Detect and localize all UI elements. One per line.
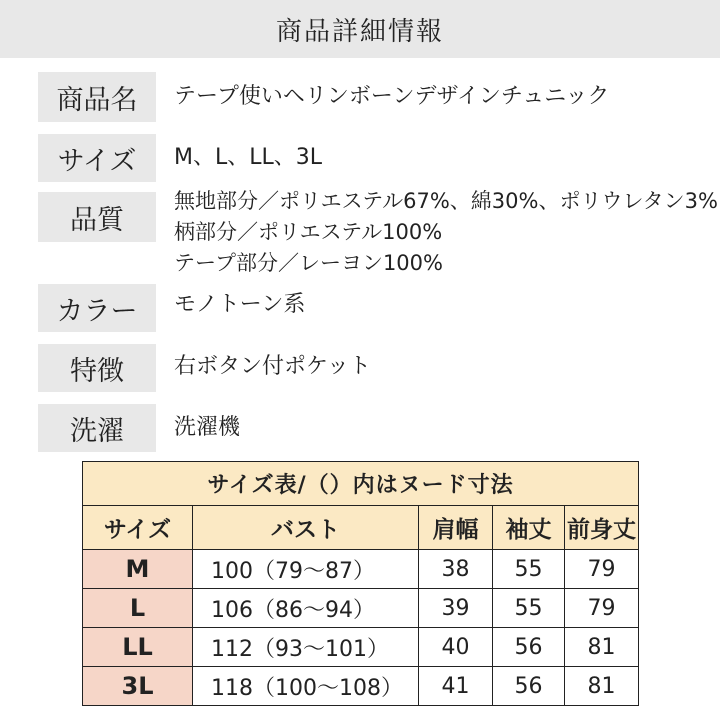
- size-cell: 3L: [83, 667, 193, 706]
- page-header: [0, 0, 720, 58]
- spec-value: [174, 82, 609, 112]
- spec-value-line: 柄部分／ポリエステル100%: [174, 220, 443, 244]
- spec-value-line: 洗濯機: [174, 415, 241, 440]
- spec-value-line: テープ部分／レーヨン100%: [174, 251, 443, 275]
- spec-row-color: [38, 284, 678, 332]
- size-table-title-row: [83, 462, 639, 506]
- size-cell: L: [83, 589, 193, 628]
- spec-value-line: M、L、LL、3L: [174, 145, 323, 170]
- column-header: バスト: [193, 506, 419, 550]
- spec-label: サイズ: [38, 134, 156, 182]
- bust-cell: 112（93〜101）: [193, 628, 419, 667]
- length-cell: 79: [565, 589, 639, 628]
- column-header: 袖丈: [493, 506, 565, 550]
- shoulder-cell: 39: [419, 589, 493, 628]
- shoulder-cell: 40: [419, 628, 493, 667]
- sleeve-cell: 56: [493, 667, 565, 706]
- column-header: 肩幅: [419, 506, 493, 550]
- spec-value: [174, 186, 718, 279]
- size-table: [82, 461, 639, 706]
- bust-cell: 106（86〜94）: [193, 589, 419, 628]
- spec-value: [174, 143, 322, 173]
- spec-row-material: [38, 189, 718, 280]
- table-row: [83, 589, 639, 628]
- size-cell: LL: [83, 628, 193, 667]
- spec-value: [174, 290, 305, 320]
- spec-value-line: モノトーン系: [174, 292, 306, 317]
- table-row: [83, 628, 639, 667]
- spec-row-product-name: [38, 72, 678, 122]
- size-table-header-row: [83, 506, 639, 550]
- bust-cell: 118（100〜108）: [193, 667, 419, 706]
- spec-value: [174, 352, 371, 382]
- spec-row-features: [38, 344, 678, 392]
- sleeve-cell: 55: [493, 550, 565, 589]
- spec-row-washing: [38, 404, 678, 452]
- length-cell: 81: [565, 667, 639, 706]
- spec-value: [174, 413, 240, 443]
- shoulder-cell: 41: [419, 667, 493, 706]
- spec-label: カラー: [38, 284, 156, 332]
- spec-row-size: [38, 134, 678, 182]
- table-row: [83, 667, 639, 706]
- shoulder-cell: 38: [419, 550, 493, 589]
- spec-value-line: 無地部分／ポリエステル67%、綿30%、ポリウレタン3%: [174, 189, 718, 213]
- column-header: 前身丈: [565, 506, 639, 550]
- length-cell: 81: [565, 628, 639, 667]
- spec-label: 特徴: [38, 344, 156, 392]
- spec-value-line: テープ使いヘリンボーンデザインチュニック: [174, 84, 610, 109]
- column-header: サイズ: [83, 506, 193, 550]
- spec-label: 品質: [38, 192, 156, 242]
- bust-cell: 100（79〜87）: [193, 550, 419, 589]
- spec-value-line: 右ボタン付ポケット: [174, 354, 371, 379]
- page-title: 商品詳細情報: [275, 16, 444, 47]
- size-table-title: サイズ表/（）内はヌード寸法: [83, 462, 639, 506]
- table-row: [83, 550, 639, 589]
- size-cell: M: [83, 550, 193, 589]
- length-cell: 79: [565, 550, 639, 589]
- spec-label: 洗濯: [38, 404, 156, 452]
- spec-label: 商品名: [38, 72, 156, 122]
- sleeve-cell: 55: [493, 589, 565, 628]
- sleeve-cell: 56: [493, 628, 565, 667]
